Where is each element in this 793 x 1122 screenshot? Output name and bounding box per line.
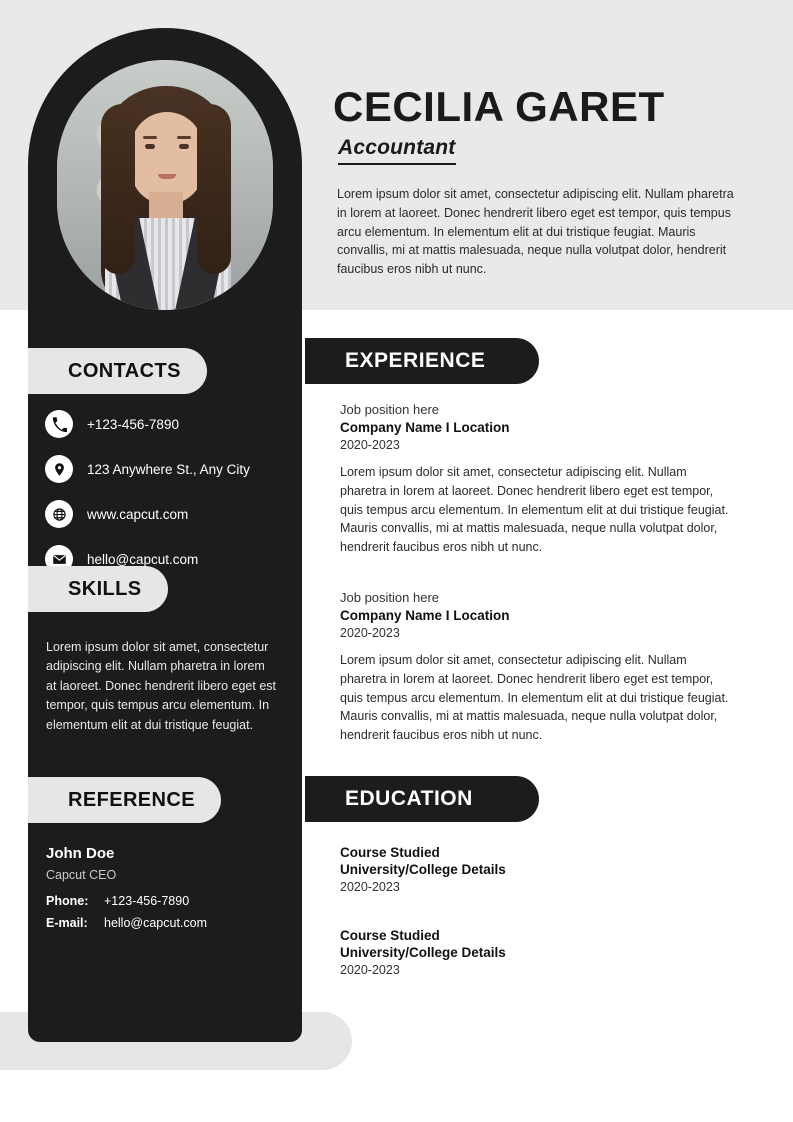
experience-company-1: Company Name I Location — [340, 420, 510, 435]
skills-heading-label: SKILLS — [68, 577, 142, 600]
experience-job-title-1: Job position here — [340, 402, 440, 417]
experience-company-2: Company Name I Location — [340, 608, 510, 623]
experience-years-1: 2020-2023 — [340, 438, 400, 452]
education-entry-1 — [340, 845, 732, 894]
reference-heading-label: REFERENCE — [68, 788, 195, 811]
skills-description: Lorem ipsum dolor sit amet, consectetur adipiscing elit. Nullam pharetra in lorem at laoreet. Donec hendrerit libero eget est tempor, quis tempus arcu elementum. In elementum elit at dui tristique feugiat. — [46, 640, 276, 732]
education-course-1: Course Studied — [340, 845, 440, 860]
reference-name: John Doe — [46, 845, 115, 862]
photo-mouth — [158, 174, 176, 179]
contacts-heading-label: CONTACTS — [68, 359, 181, 382]
education-years-2: 2020-2023 — [340, 963, 400, 977]
photo-eyebrow-right — [177, 136, 191, 139]
skills-heading — [28, 566, 168, 612]
contact-row-phone[interactable] — [45, 406, 295, 442]
experience-job-title-2: Job position here — [340, 590, 440, 605]
candidate-name: CECILIA GARET — [333, 83, 665, 130]
photo-eyebrow-left — [143, 136, 157, 139]
education-school-1: University/College Details — [340, 862, 506, 877]
contact-website-text: www.capcut.com — [87, 506, 189, 522]
profile-summary: Lorem ipsum dolor sit amet, consectetur adipiscing elit. Nullam pharetra in lorem at laoreet. Donec hendrerit libero eget est tempor, quis tempus arcu elementum. In elementum elit at dui tristique feugiat. Mauris convallis, mi at mattis malesuada, neque nulla volutpat dolor, hendrerit faucibus eros nibh ut nunc. — [337, 187, 734, 276]
location-pin-icon — [45, 455, 73, 483]
education-years-1: 2020-2023 — [340, 880, 400, 894]
reference-phone-row — [46, 894, 189, 908]
experience-entry-2 — [340, 590, 732, 745]
experience-years-2: 2020-2023 — [340, 626, 400, 640]
experience-entry-1 — [340, 402, 732, 557]
reference-email-value: hello@capcut.com — [104, 916, 208, 930]
photo-eye-right — [179, 144, 189, 149]
contact-email-text: hello@capcut.com — [87, 551, 199, 567]
contact-phone-text: +123-456-7890 — [87, 416, 179, 432]
reference-title: Capcut CEO — [46, 868, 117, 882]
reference-email-label: E-mail: — [46, 916, 88, 930]
reference-email-row — [46, 916, 207, 930]
reference-heading — [28, 777, 221, 823]
education-course-2: Course Studied — [340, 928, 440, 943]
education-heading-label: EDUCATION — [345, 787, 473, 810]
candidate-role-underline — [338, 136, 456, 165]
reference-phone-value: +123-456-7890 — [104, 894, 190, 908]
candidate-role: Accountant — [338, 136, 456, 159]
reference-phone-label: Phone: — [46, 894, 89, 908]
phone-icon — [45, 410, 73, 438]
contacts-list — [45, 406, 295, 586]
experience-description-2: Lorem ipsum dolor sit amet, consectetur adipiscing elit. Nullam pharetra in lorem at laoreet. Donec hendrerit libero eget est tempor, quis tempus arcu elementum. In elementum elit at dui tristique feugiat. Mauris convallis, mi at mattis malesuada, neque nulla volutpat dolor, hendrerit faucibus eros nibh ut nunc. — [340, 653, 729, 742]
contacts-heading — [28, 348, 207, 394]
photo-eye-left — [145, 144, 155, 149]
photo-face — [131, 112, 203, 204]
education-entry-2 — [340, 928, 732, 977]
globe-icon — [45, 500, 73, 528]
profile-photo — [57, 60, 273, 310]
contact-address-text: 123 Anywhere St., Any City — [87, 461, 250, 477]
education-heading — [305, 776, 539, 822]
contact-row-website[interactable] — [45, 496, 295, 532]
experience-description-1: Lorem ipsum dolor sit amet, consectetur adipiscing elit. Nullam pharetra in lorem at laoreet. Donec hendrerit libero eget est tempor, quis tempus arcu elementum. In elementum elit at dui tristique feugiat. Mauris convallis, mi at mattis malesuada, neque nulla volutpat dolor, hendrerit faucibus eros nibh ut nunc. — [340, 465, 729, 554]
contact-row-address[interactable] — [45, 451, 295, 487]
photo-hair-front-right — [197, 104, 231, 274]
experience-heading-label: EXPERIENCE — [345, 349, 486, 372]
photo-hair-front-left — [101, 104, 135, 274]
experience-heading — [305, 338, 539, 384]
education-school-2: University/College Details — [340, 945, 506, 960]
